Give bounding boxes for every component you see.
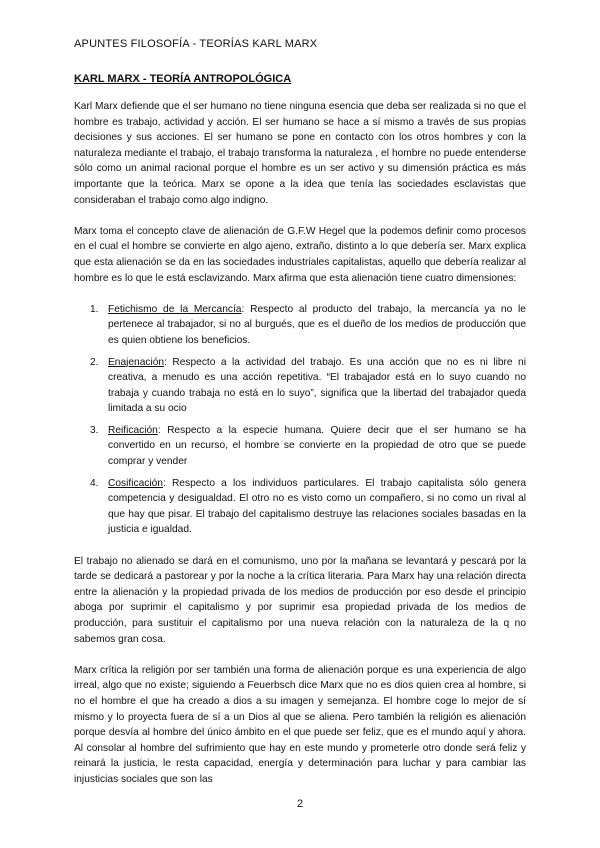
list-item-body xyxy=(108,355,526,417)
list-term: Reificación xyxy=(108,424,158,436)
list-item xyxy=(74,423,526,470)
list-item-body xyxy=(108,302,526,349)
list-text: : Respecto a los individuos particulares. El trabajo capitalista sólo genera competencia y desigualdad. El otro no es visto como un compañero, si no como un rival al que hay que pisar. El trabajo del capitalismo destruye las relaciones sociales basadas en la justicia e igualdad. xyxy=(108,477,526,536)
page-number: 2 xyxy=(296,798,304,810)
document-body xyxy=(74,99,526,803)
paragraph-religion: Marx crítica la religión por ser también una forma de alienación porque es una experiencia de algo irreal, algo que no existe; siguiendo a Feuerbsch dice Marx que no es dios quien crea al hombre, si no el hombre el que ha creado a dios a su imagen y semejanza. El hombre coge lo mejor de sí mismo y lo proyecta fuera de sí a un Dios al que se aliena. Pero también la religión es alienación porque desvía al hombre del único ámbito en el que puede ser feliz, que es el mundo aquí y ahora. Al consolar al hombre del sufrimiento que hay en este mundo y prometerle otro donde será feliz y reinará la justicia, le resta capacidad, energía y determinación para luchar y para cambiar las injusticias sociales que son las xyxy=(74,664,526,785)
list-item xyxy=(74,302,526,349)
list-term: Cosificación xyxy=(108,477,163,489)
list-term: Enajenación xyxy=(108,356,165,368)
list-text: : Respecto a la actividad del trabajo. Es una acción que no es ni libre ni creativa, a menudo es una acción repetitiva. “El trabajador está en lo suyo cuando no trabaja y cuando trabaja no está en lo suyo”, significa que la libertad del trabajador queda limitada a su ocio xyxy=(108,356,526,415)
list-text: : Respecto al producto del trabajo, la mercancía ya no le pertenece al trabajador, si no al burgués, que es el dueño de los medios de producción que es quien obtiene los beneficios. xyxy=(108,303,526,346)
list-item xyxy=(74,355,526,417)
paragraph-communism: El trabajo no alienado se dará en el comunismo, uno por la mañana se levantará y pescará por la tarde se dedicará a pastorear y por la noche a la crítica literaria. Para Marx hay una relación directa entre la alienación y la propiedad privada de los medios de producción por eso desde el principio aboga por suprimir el capitalismo y por suprimir esa propiedad privada de los medios de producción, para sustituir el capitalismo por una nueva relación con la naturaleza de la q no sabemos gran cosa. xyxy=(74,555,526,645)
paragraph-alienation: Marx toma el concepto clave de alienación de G.F.W Hegel que la podemos definir como procesos en el cual el hombre se convierte en algo ajeno, extraño, distinto a lo que debería ser. Marx explica que esta alienación se da en las sociedades industriales capitalistas, aquello que debería realizar al hombre es lo que le está esclavizando. Marx afirma que esta alienación tiene cuatro dimensiones: xyxy=(74,225,526,284)
paragraph-intro: Karl Marx defiende que el ser humano no tiene ninguna esencia que deba ser realizada si no que el hombre es trabajo, actividad y acción. El ser humano se hace a sí mismo a través de sus propias decisiones y sus acciones. El ser humano se pone en contacto con los otros hombres y con la naturaleza mediante el trabajo, el trabajo transforma la naturaleza , el hombre no puede entenderse sólo como un animal racional porque el hombre es un ser activo y su dimensión práctica es más importante que la teórica. Marx se opone a la idea que tenía las sociedades esclavistas que consideraban el trabajo como algo indigno. xyxy=(74,101,526,206)
list-number: 3. xyxy=(90,424,99,436)
list-number: 1. xyxy=(90,303,99,315)
alienation-dimensions-list xyxy=(74,302,526,538)
list-text: : Respecto a la especie humana. Quiere decir que el ser humano se ha convertido en un recurso, el hombre se convierte en la propiedad de otro que se puede comprar y vender xyxy=(108,424,526,468)
section-title: KARL MARX - TEORÍA ANTROPOLÓGICA xyxy=(74,73,292,85)
list-item xyxy=(74,476,526,538)
running-header: APUNTES FILOSOFÍA - TEORÍAS KARL MARX xyxy=(74,38,318,50)
list-item-body xyxy=(108,476,526,538)
list-item-body xyxy=(108,423,526,470)
list-term: Fetichismo de la Mercancía xyxy=(108,303,242,315)
list-number: 2. xyxy=(90,356,99,368)
list-number: 4. xyxy=(90,477,99,489)
